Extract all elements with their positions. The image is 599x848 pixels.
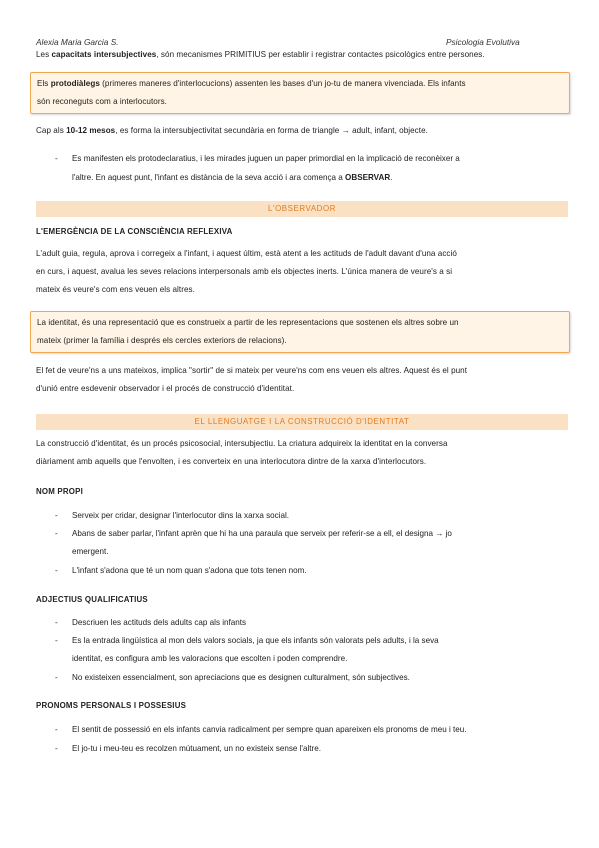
list-item-text: El jo-tu i meu-teu es recolzen mútuament, un no existeix sense l'altre. xyxy=(72,744,321,753)
dash-marker: - xyxy=(55,511,58,520)
dash-marker: - xyxy=(55,566,58,575)
intro-before: Les xyxy=(36,50,52,59)
list-item xyxy=(55,614,247,632)
subtitle-consciencia: L'EMERGÈNCIA DE LA CONSCIÈNCIA REFLEXIVA xyxy=(36,227,233,236)
secondary-after: , es forma la intersubjectivitat secundària en forma de triangle → adult, infant, objecte. xyxy=(115,126,428,135)
dash-marker: - xyxy=(55,154,58,163)
protodecl-line1: Es manifesten els protodeclaratius, i les mirades juguen un paper primordial en la implicació de reconèixer a xyxy=(72,154,460,163)
intro-bold: capacitats intersubjectives xyxy=(51,50,157,59)
secondary-bold: 10-12 mesos xyxy=(66,126,116,135)
list-item xyxy=(55,507,290,525)
protodecl-line2-after: . xyxy=(390,173,393,182)
subtitle-nom-propi: NOM PROPI xyxy=(36,487,83,496)
list-item-text: El sentit de possessió en els infants canvia radicalment per sempre quan apareixen els pronoms de meu i teu. xyxy=(72,725,467,734)
list-item-text: No existeixen essencialment, son apreciacions que es designen culturalment, són subjectives. xyxy=(72,673,410,682)
observador-para2-line2: d'unió entre esdevenir observador i el procés de construcció d'identitat. xyxy=(36,384,295,393)
list-item-cont: identitat, es configura amb les valoracions que escolten i poden comprendre. xyxy=(72,654,348,663)
protodecl-line2-before: l'altre. En aquest punt, l'infant es distància de la seva acció i ara comença a xyxy=(72,173,346,182)
protodialegs-line1 xyxy=(37,75,466,93)
secondary-before: Cap als xyxy=(36,126,67,135)
dash-marker: - xyxy=(55,744,58,753)
list-item-text: Serveix per cridar, designar l'interlocutor dins la xarxa social. xyxy=(72,511,290,520)
header-author: Alexia Maria Garcia S. xyxy=(36,37,119,47)
dash-marker: - xyxy=(55,529,58,538)
observador-para-line2: en curs, i aquest, avalua les seves relacions interpersonals amb els objectes inerts. L'única manera de veure's a si xyxy=(36,267,453,276)
intro-paragraph xyxy=(36,46,566,64)
subtitle-pronoms: PRONOMS PERSONALS I POSSESIUS xyxy=(36,701,187,710)
list-item xyxy=(55,632,564,650)
list-item-text: Es la entrada lingüística al mon dels valors socials, ja que els infants són valorats pels adults, i la seva xyxy=(72,636,439,645)
section-title-llenguatge: EL LLENGUATGE I LA CONSTRUCCIÓ D'IDENTITAT xyxy=(36,414,568,430)
list-item xyxy=(55,740,321,758)
list-item xyxy=(55,721,467,739)
protodeclaratius-item xyxy=(55,150,460,168)
secondary-paragraph xyxy=(36,122,428,140)
list-item xyxy=(55,562,307,580)
protodeclaratius-item-cont xyxy=(72,169,392,187)
list-item-text: Descriuen les actituds dels adults cap als infants xyxy=(72,618,247,627)
llenguatge-para-line1: La construcció d'identitat, és un procés psicosocial, intersubjectiu. La criatura adquireix la identitat en la conversa xyxy=(36,439,448,448)
dash-marker: - xyxy=(55,725,58,734)
list-item xyxy=(55,669,410,687)
identitat-box xyxy=(30,311,570,353)
protodecl-line2-bold: OBSERVAR xyxy=(345,173,391,182)
observador-para-line1: L'adult guia, regula, aprova i corregeix a l'infant, i aquest últim, està atent a les actituds de l'adult davant d'una acció xyxy=(36,249,457,258)
box1-bold: protodiàlegs xyxy=(50,79,100,88)
identitat-line1: La identitat, és una representació que es construeix a partir de les representacions que sostenen els altres sobre un xyxy=(37,318,459,327)
identitat-line2: mateix (primer la família i després els cercles exteriors de relacions). xyxy=(37,336,287,345)
box1-rest: (primeres maneres d'interlocucions) assenten les bases d'un jo-tu de manera vivenciada. Els infants xyxy=(99,79,466,88)
observador-para-line3: mateix és veure's com ens veuen els altres. xyxy=(36,285,195,294)
dash-marker: - xyxy=(55,673,58,682)
dash-marker: - xyxy=(55,618,58,627)
list-item xyxy=(55,525,452,543)
intro-after: , són mecanismes PRIMITIUS per establir i registrar contactes psicològics entre persones. xyxy=(156,50,485,59)
list-item-cont: emergent. xyxy=(72,547,109,556)
protodialegs-line2: són reconeguts com a interlocutors. xyxy=(37,97,167,106)
observador-para2-line1: El fet de veure'ns a uns mateixos, implica "sortir" de si mateix per veure'ns com ens veuen els altres. Aquest és el punt xyxy=(36,366,468,375)
list-item-text: Abans de saber parlar, l'infant aprèn que hi ha una paraula que serveix per referir-se a ell, el designa → jo xyxy=(72,529,452,538)
box1-before: Els xyxy=(37,79,51,88)
section-title-observador: L'OBSERVADOR xyxy=(36,201,568,217)
dash-marker: - xyxy=(55,636,58,645)
protodialegs-box xyxy=(30,72,570,114)
subtitle-adjectius: ADJECTIUS QUALIFICATIUS xyxy=(36,595,148,604)
llenguatge-para-line2: diàriament amb aquells que l'envolten, i es converteix en una interlocutora dintre de la xarxa d'interlocutors. xyxy=(36,457,427,466)
header-course: Psicologia Evolutiva xyxy=(446,37,520,47)
list-item-text: L'infant s'adona que té un nom quan s'adona que tots tenen nom. xyxy=(72,566,307,575)
